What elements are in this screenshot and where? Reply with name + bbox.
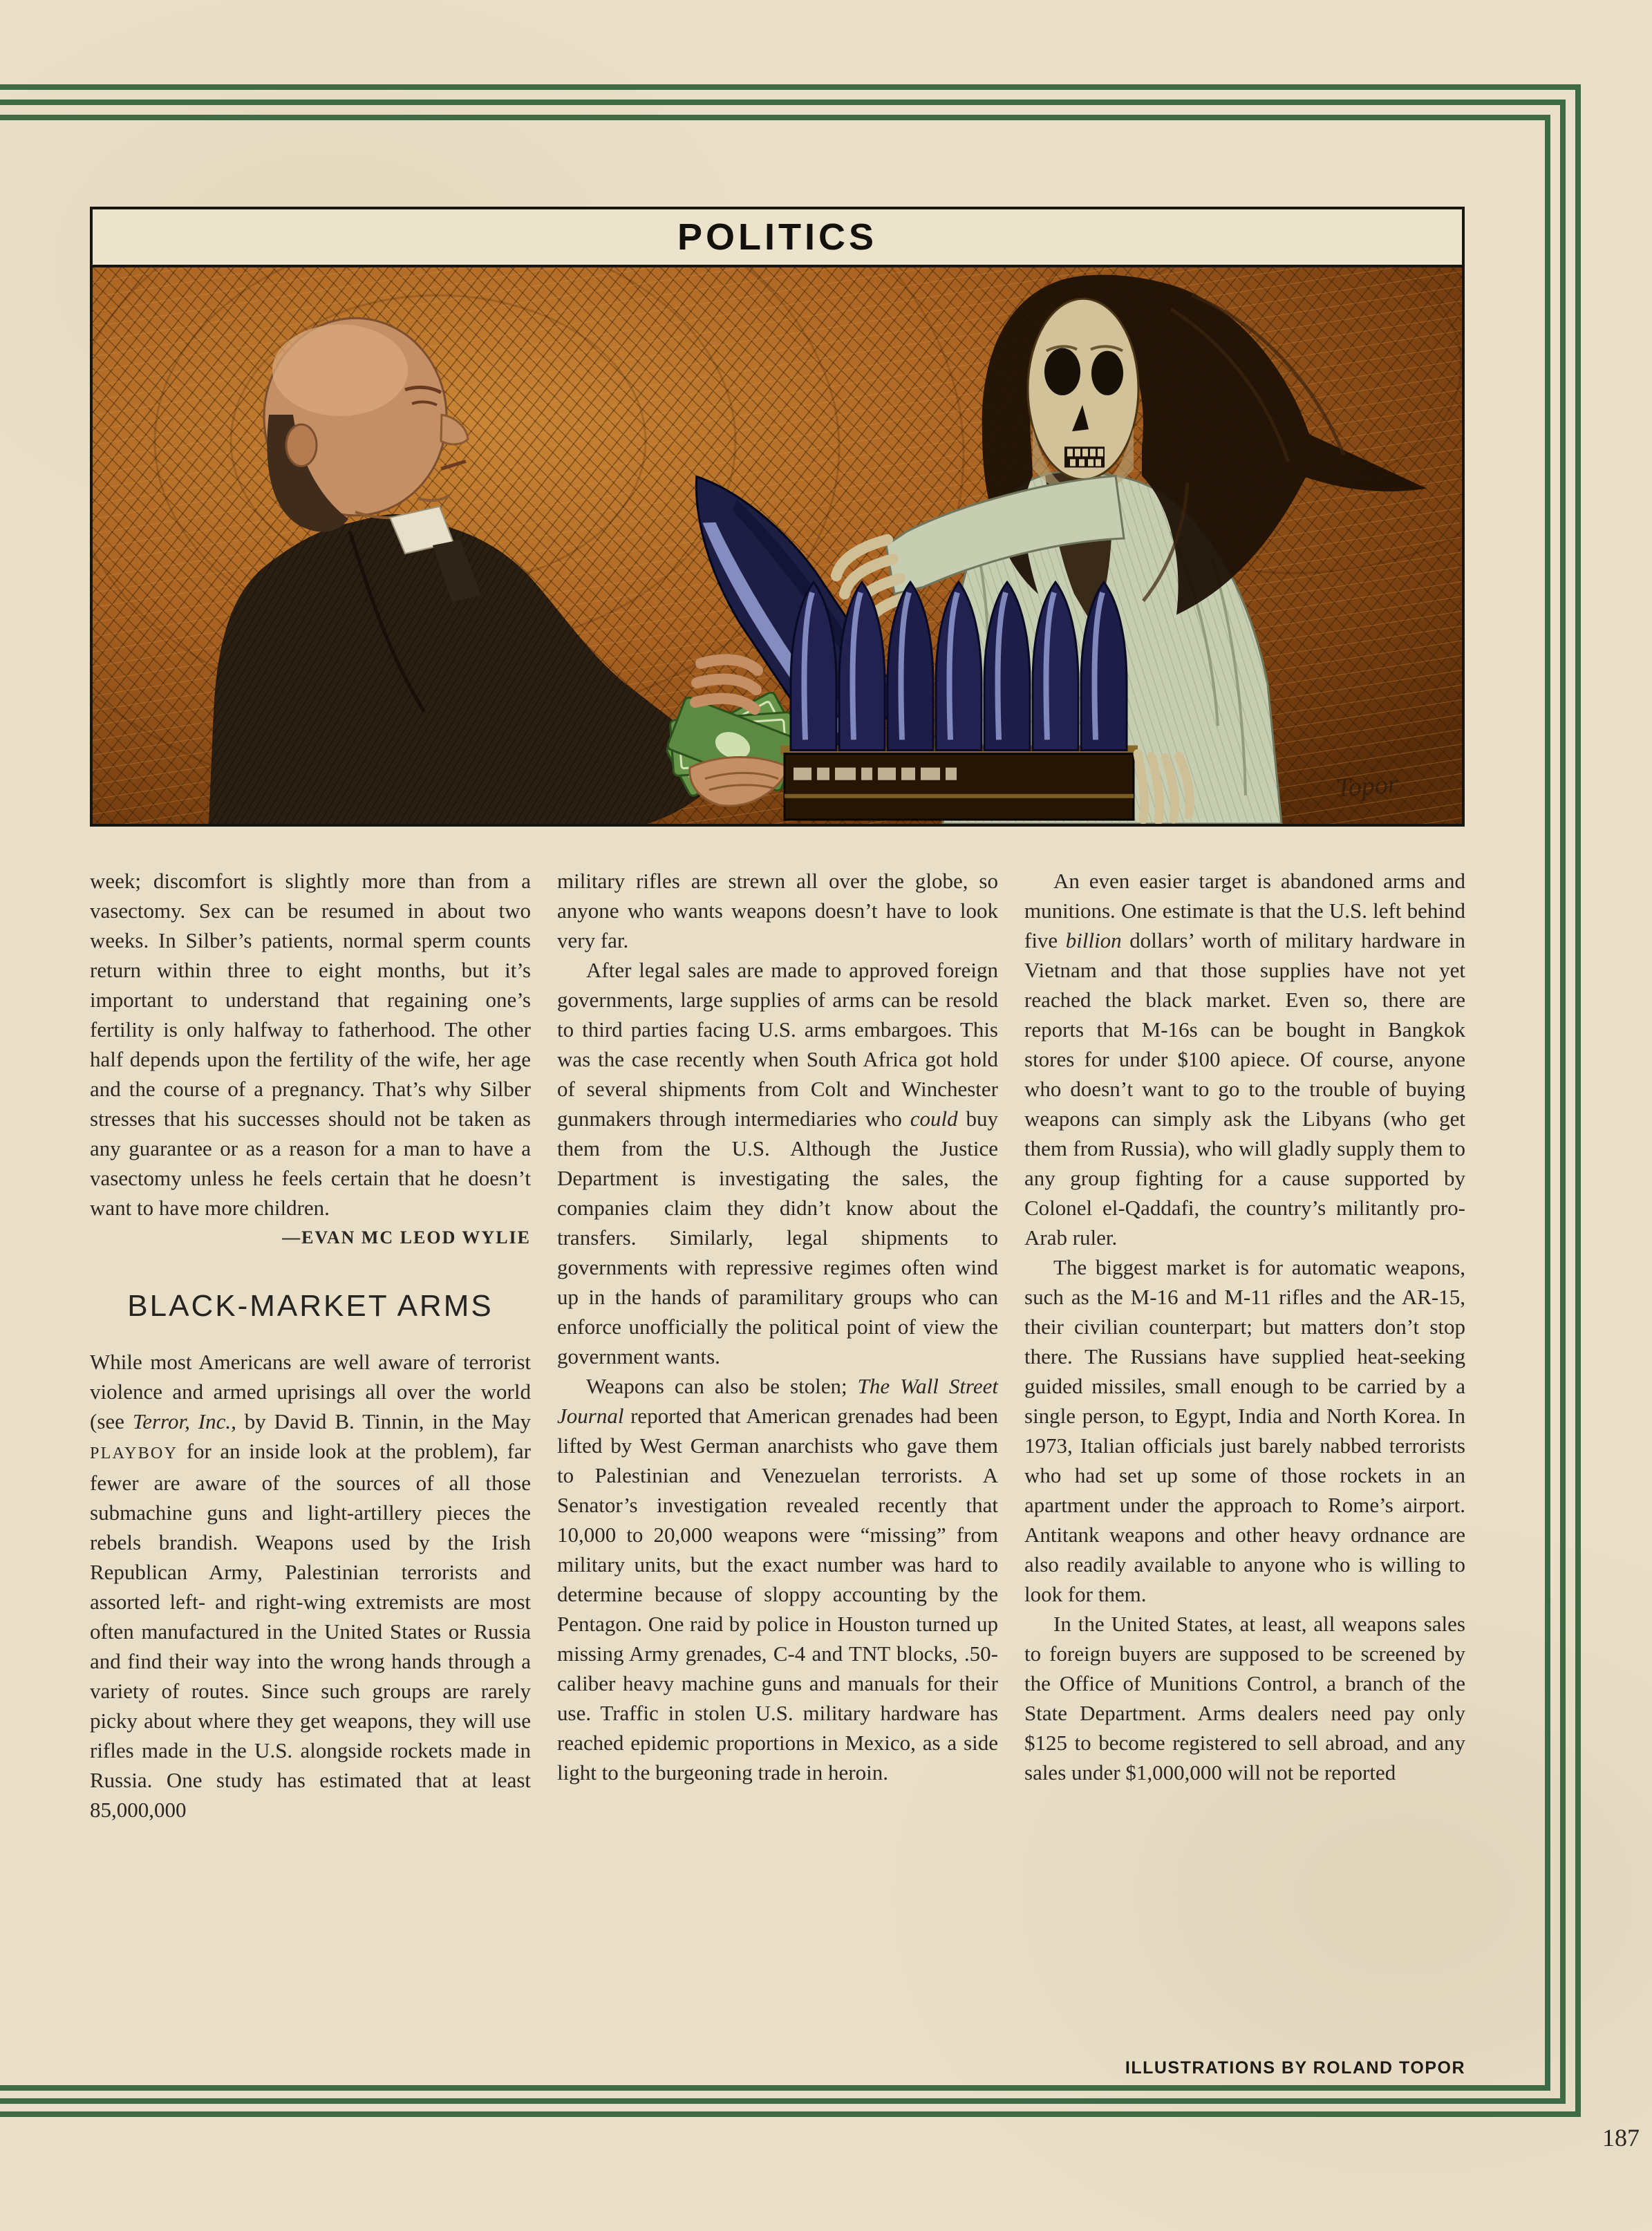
body-paragraph: Weapons can also be stolen; The Wall Street Journal reported that American grenades had been lifted by West German anarchists who gave them to Palestinian and Venezuelan terrorists. A Senator’s investigation revealed recently that 10,000 to 20,000 weapons were “missing” from military units, but the exact number was hard to determine because of sloppy accounting by the Pentagon. One raid by police in Houston turned up missing Army grenades, C-4 and TNT blocks, .50-caliber heavy machine guns and manuals for their use. Traffic in stolen U.S. military hardware has reached epidemic proportions in Mexico, as a side light to the burgeoning trade in heroin. — [557, 1374, 998, 1785]
body-paragraph: The biggest market is for automatic weapons, such as the M-16 and M-11 rifles and the AR-15, their civilian counterpart; but matters don’t stop there. The Russians have supplied heat-seeking guided missiles, small enough to be carried by a single person, to Egypt, India and North Korea. In 1973, Italian officials just barely nabbed terrorists who had set up some of those rockets in an apartment under the approach to Rome’s airport. Antitank weapons and other heavy ordnance are also readily available to anyone who is willing to look for them. — [1024, 1255, 1465, 1606]
text-column-2 — [557, 866, 998, 1787]
body-paragraph: In the United States, at least, all weapons sales to foreign buyers are supposed to be screened by the Office of Munitions Control, a branch of the State Department. Arms dealers need pay only $125 to become registered to sell abroad, and any sales under $1,000,000 will not be reported — [1024, 1612, 1465, 1785]
editorial-illustration — [90, 267, 1465, 827]
author-byline: —EVAN MC LEOD WYLIE — [282, 1227, 531, 1248]
body-paragraph: week; discomfort is slightly more than from a vasectomy. Sex can be resumed in about two weeks. In Silber’s patients, normal sperm counts return within three to eight months, but it’s important to understand that regaining one’s fertility is only halfway to fatherhood. The other half depends upon the fertility of the wife, her age and the course of a pregnancy. That’s why Silber stresses that his successes should not be taken as any guarantee or as a reason for a man to have a vasectomy unless he feels certain that he doesn’t want to have more children. — [90, 869, 531, 1220]
body-paragraph: After legal sales are made to approved foreign governments, large supplies of arms can be resold to third parties facing U.S. arms embargoes. This was the case recently when South Africa got hold of several shipments from Colt and Winchester gunmakers through intermediaries who could buy them from the U.S. Although the Justice Department is investigating the sales, the companies claim they didn’t know about the transfers. Similarly, legal shipments to governments with repressive regimes often wind up in the hands of paramilitary groups who can enforce unofficially the political point of view the government wants. — [557, 958, 999, 1368]
body-paragraph: While most Americans are well aware of terrorist violence and armed uprisings all over the world (see Terror, Inc., by David B. Tinnin, in the May PLAYBOY for an inside look at the problem), far fewer are aware of the sources of all those submachine guns and light-artillery pieces the rebels brandish. Weapons used by the Irish Republican Army, Palestinian terrorists and assorted left- and right-wing extremists are most often manufactured in the United States or Russia and find their way into the wrong hands through a variety of routes. Since such groups are rarely picky about where they get weapons, they will use rifles made in the U.S. alongside rockets made in Russia. One study has estimated that at least 85,000,000 — [90, 1350, 532, 1822]
text-column-3 — [1024, 866, 1465, 1787]
body-paragraph: military rifles are strewn all over the globe, so anyone who wants weapons doesn’t have to look very far. — [557, 869, 998, 952]
page-number: 187 — [1602, 2124, 1640, 2152]
artist-signature: Topor — [1335, 769, 1399, 803]
body-paragraph: An even easier target is abandoned arms and munitions. One estimate is that the U.S. left behind five billion dollars’ worth of military hardware in Vietnam and that those supplies have not yet reached the black market. Even so, there are reports that M-16s can be bought in Bangkok stores for under $100 apiece. Of course, anyone who doesn’t want to go to the trouble of buying weapons can simply ask the Libyans (who get them from Russia), who will gladly supply them to any group fighting for a cause supported by Colonel el-Qaddafi, the country’s militantly pro-Arab ruler. — [1024, 869, 1465, 1250]
text-column-1 — [90, 866, 531, 1825]
section-heading: BLACK-MARKET ARMS — [127, 1289, 494, 1323]
politics-header — [90, 207, 1465, 267]
illustration-credit: ILLUSTRATIONS BY ROLAND TOPOR — [1125, 2058, 1465, 2078]
illustration-svg — [93, 267, 1462, 824]
section-label: POLITICS — [677, 216, 877, 258]
